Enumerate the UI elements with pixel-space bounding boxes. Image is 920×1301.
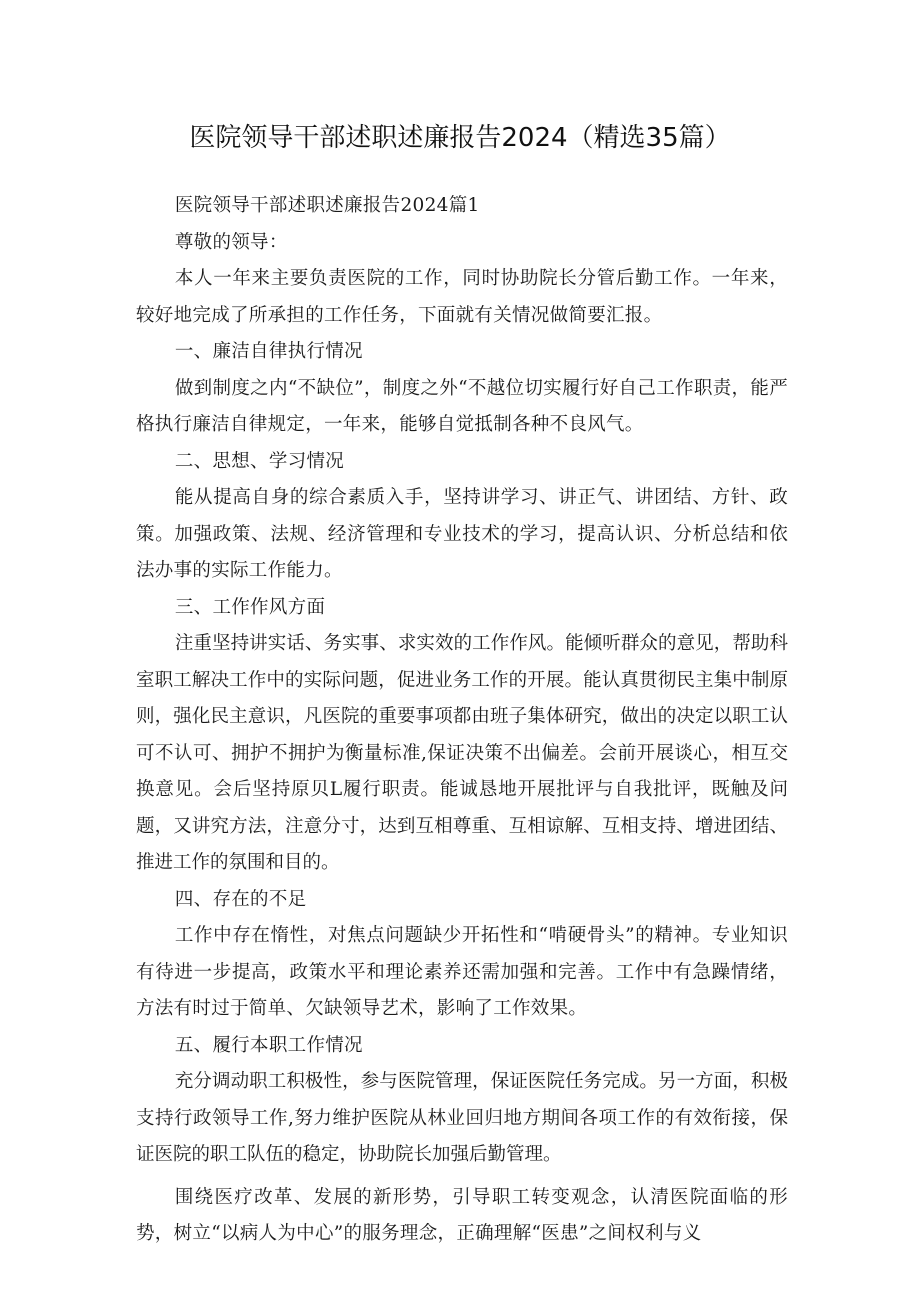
paragraph: 工作中存在惰性，对焦点问题缺少开拓性和“啃硬骨头”的精神。专业知识有待进一步提高，政策水平和理论素养还需加强和完善。工作中有急躁情绪，方法有时过于简单、欠缺领导艺术，影响了工作效果。 [136, 925, 788, 1019]
section-heading: 二、思想、学习情况 [174, 450, 345, 472]
paragraph: 能从提高自身的综合素质入手，坚持讲学习、讲正气、讲团结、方针、政策。加强政策、法规、经济管理和专业技术的学习，提高认识、分析总结和依法办事的实际工作能力。 [136, 487, 788, 581]
paragraph: 围绕医疗改革、发展的新形势，引导职工转变观念，认清医院面临的形势，树立“以病人为中心”的服务理念，正确理解“医患”之间权利与义 [136, 1186, 788, 1244]
section-heading: 一、廉洁自律执行情况 [174, 341, 363, 362]
paragraph: 做到制度之内“不缺位”，制度之外“不越位切实履行好自己工作职责，能严格执行廉洁自律规定，一年来，能够自觉抵制各种不良风气。 [136, 377, 788, 435]
section-heading: 五、履行本职工作情况 [174, 1034, 363, 1056]
paragraph: 本人一年来主要负责医院的工作，同时协助院长分管后勤工作。一年来，较好地完成了所承担的工作任务，下面就有关情况做简要汇报。 [136, 268, 788, 326]
document-title: 医院领导干部述职述廉报告2024（精选35篇） [189, 123, 731, 153]
section-heading: 医院领导干部述职述廉报告2024篇1 [174, 195, 480, 216]
section-heading: 三、工作作风方面 [174, 596, 326, 618]
document-body [136, 188, 788, 1253]
salutation: 尊敬的领导： [174, 231, 288, 253]
section-heading: 四、存在的不足 [174, 888, 307, 910]
paragraph: 充分调动职工积极性，参与医院管理，保证医院任务完成。另一方面，积极支持行政领导工作,努力维护医院从林业回归地方期间各项工作的有效衔接，保证医院的职工队伍的稳定，协助院长加强后勤管理。 [136, 1071, 788, 1165]
paragraph: 注重坚持讲实话、务实事、求实效的工作作风。能倾听群众的意见，帮助科室职工解决工作中的实际问题，促进业务工作的开展。能认真贯彻民主集中制原则，强化民主意识，凡医院的重要事项都由班子集体研究，做出的决定以职工认可不认可、拥护不拥护为衡量标准,保证决策不出偏差。会前开展谈心，相互交换意见。会后坚持原贝L履行职责。能诚恳地开展批评与自我批评，既触及问题，又讲究方法，注意分寸，达到互相尊重、互相谅解、互相支持、增进团结、推进工作的氛围和目的。 [136, 633, 788, 873]
